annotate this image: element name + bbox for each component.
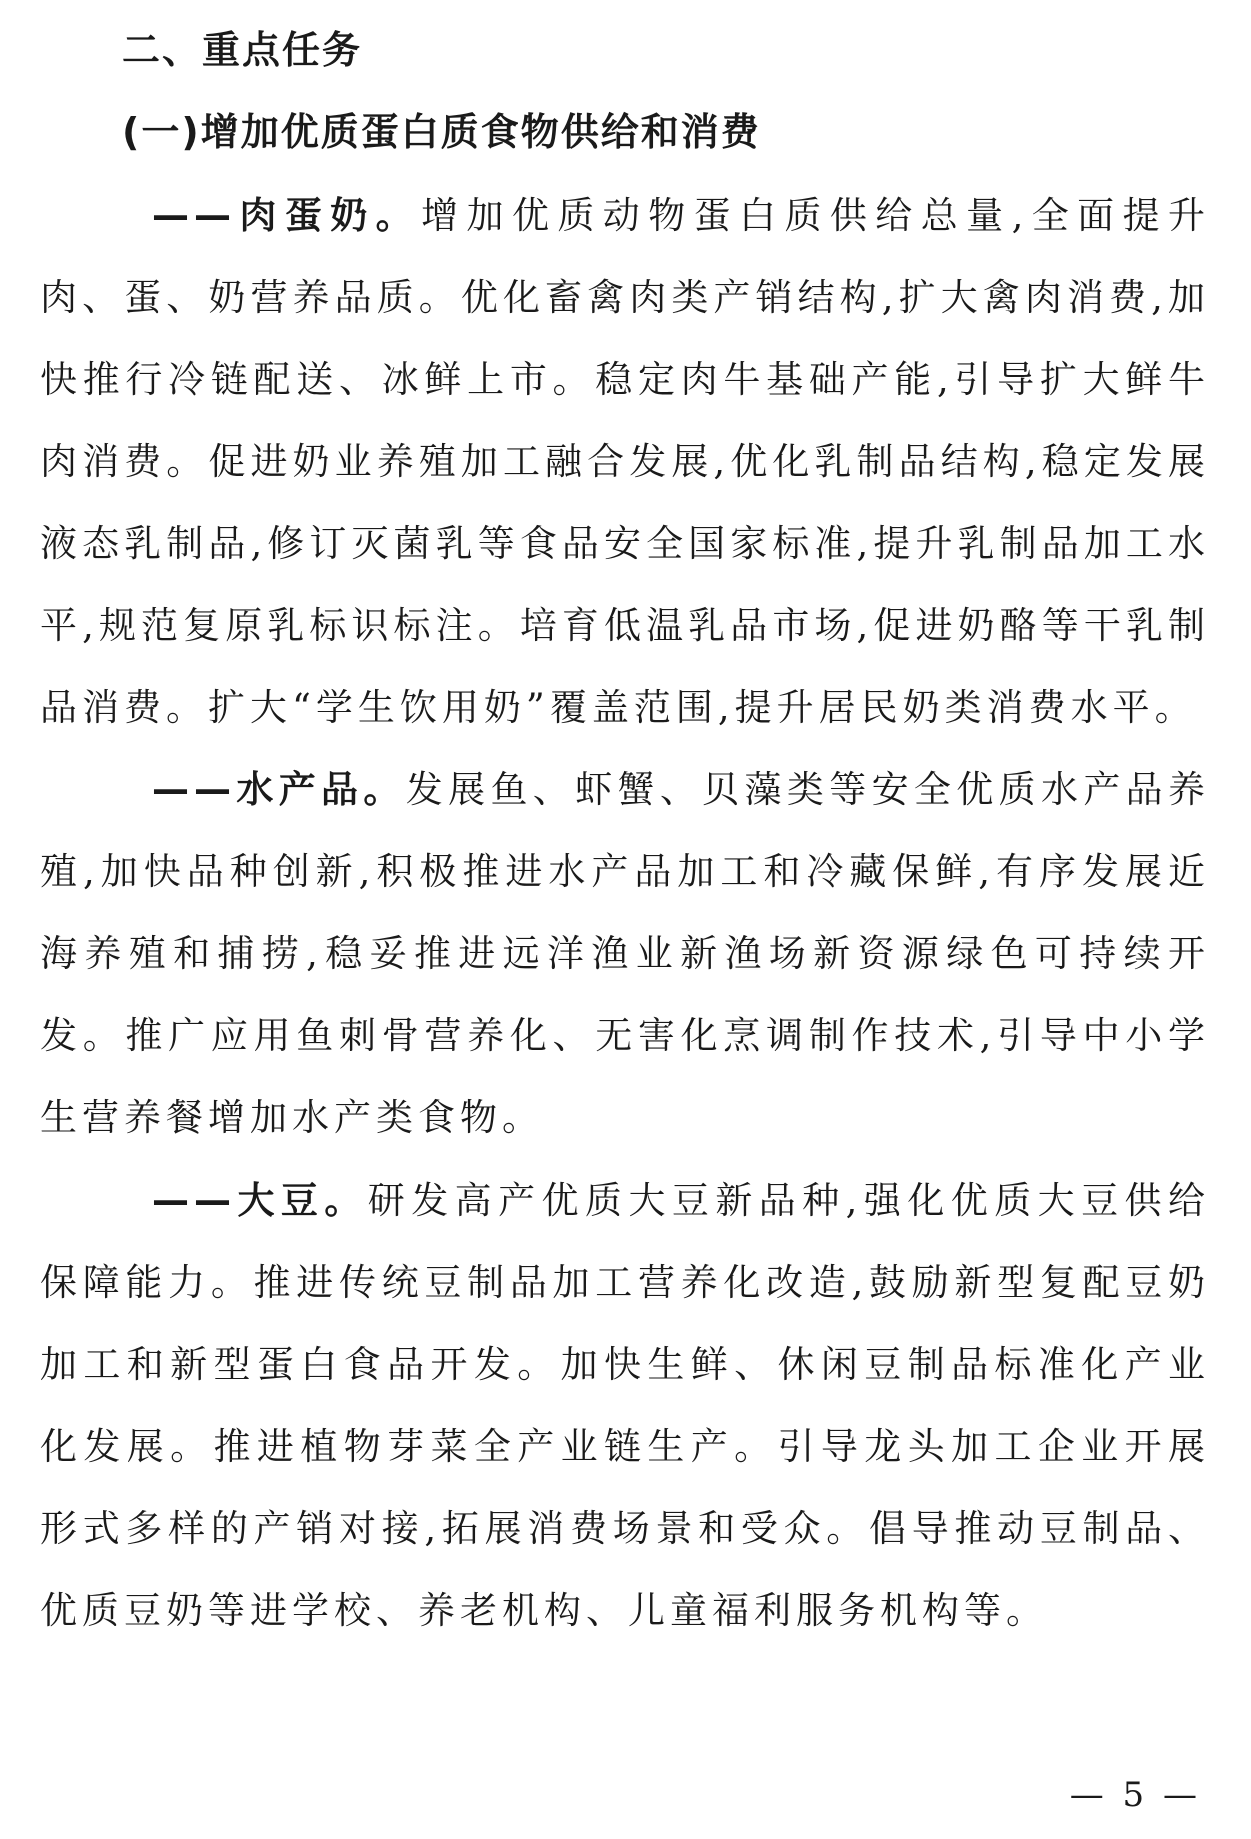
section-title: 二、重点任务 (122, 28, 363, 72)
paragraph-lead: ——水产品。 (152, 768, 406, 811)
page-number: — 5 — (1069, 1775, 1201, 1815)
paragraph-soybean (40, 1160, 1210, 1652)
paragraph-body: 发展鱼、虾蟹、贝藻类等安全优质水产品养殖,加快品种创新,积极推进水产品加工和冷藏保鲜,有序发展近海养殖和捕捞,稳妥推进远洋渔业新渔场新资源绿色可持续开发。推广应用鱼刺骨营养化、无害化烹调制作技术,引导中小学生营养餐增加水产类食物。 (40, 768, 1211, 1139)
paragraph-lead: ——大豆。 (152, 1179, 368, 1222)
paragraph-meat-egg-milk (40, 175, 1210, 749)
subsection-title: (一)增加优质蛋白质食物供给和消费 (122, 110, 761, 154)
paragraph-aquatic-products (40, 749, 1210, 1159)
paragraph-lead: ——肉蛋奶。 (152, 194, 422, 237)
paragraph-body: 研发高产优质大豆新品种,强化优质大豆供给保障能力。推进传统豆制品加工营养化改造,鼓励新型复配豆奶加工和新型蛋白食品开发。加快生鲜、休闲豆制品标准化产业化发展。推进植物芽菜全产业链生产。引导龙头加工企业开展形式多样的产销对接,拓展消费场景和受众。倡导推动豆制品、优质豆奶等进学校、养老机构、儿童福利服务机构等。 (40, 1179, 1210, 1632)
paragraph-body: 增加优质动物蛋白质供给总量,全面提升肉、蛋、奶营养品质。优化畜禽肉类产销结构,扩大禽肉消费,加快推行冷链配送、冰鲜上市。稳定肉牛基础产能,引导扩大鲜牛肉消费。促进奶业养殖加工融合发展,优化乳制品结构,稳定发展液态乳制品,修订灭菌乳等食品安全国家标准,提升乳制品加工水平,规范复原乳标识标注。培育低温乳品市场,促进奶酪等干乳制品消费。扩大“学生饮用奶”覆盖范围,提升居民奶类消费水平。 (40, 194, 1211, 729)
